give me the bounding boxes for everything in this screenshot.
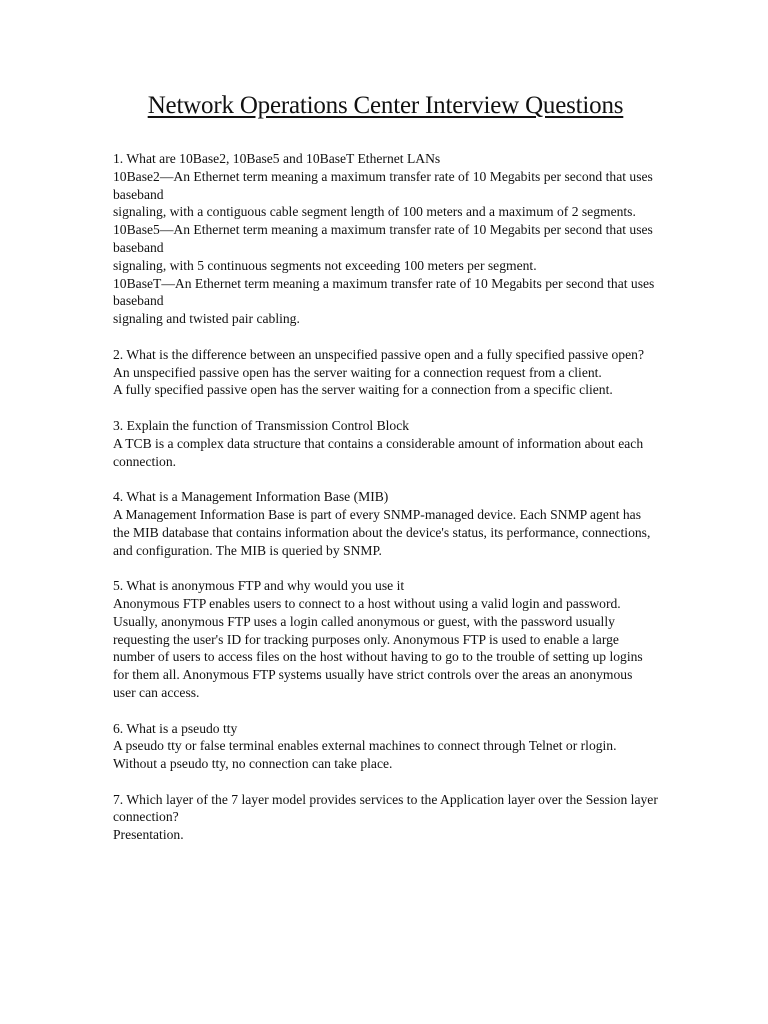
- answer-line: 10BaseT—An Ethernet term meaning a maximum transfer rate of 10 Megabits per second that uses baseband: [113, 275, 655, 309]
- question-text: 2. What is the difference between an unspecified passive open and a fully specified passive open?: [113, 346, 644, 362]
- question-text: 3. Explain the function of Transmission Control Block: [113, 417, 410, 433]
- question-section-6: [113, 720, 658, 773]
- answer-line: A pseudo tty or false terminal enables external machines to connect through Telnet or rlogin. Without a pseudo tty, no connection can take place.: [113, 738, 617, 772]
- answer-line: signaling and twisted pair cabling.: [113, 311, 300, 327]
- question-text: 1. What are 10Base2, 10Base5 and 10BaseT Ethernet LANs: [113, 151, 441, 166]
- question-text: 6. What is a pseudo tty: [113, 720, 238, 736]
- answer-line: signaling, with a contiguous cable segment length of 100 meters and a maximum of 2 segments.: [113, 204, 636, 220]
- answer-line: A Management Information Base is part of every SNMP-managed device. Each SNMP agent has the MIB database that contains information about the device's status, its performance, connections, and configuration. The MIB is queried by SNMP.: [113, 506, 651, 558]
- question-text: 4. What is a Management Information Base (MIB): [113, 489, 389, 505]
- question-section-4: [113, 488, 658, 559]
- question-text: 5. What is anonymous FTP and why would you use it: [113, 578, 405, 594]
- page-title: Network Operations Center Interview Questions: [147, 92, 624, 119]
- question-section-5: [113, 577, 658, 702]
- answer-line: A fully specified passive open has the server waiting for a connection from a specific client.: [113, 382, 613, 398]
- answer-line: 10Base2—An Ethernet term meaning a maximum transfer rate of 10 Megabits per second that uses baseband: [113, 168, 653, 202]
- answer-line: An unspecified passive open has the server waiting for a connection request from a client.: [113, 364, 602, 380]
- question-section-7: [113, 791, 658, 844]
- answer-line: signaling, with 5 continuous segments not exceeding 100 meters per segment.: [113, 257, 537, 273]
- answer-line: Presentation.: [113, 827, 184, 843]
- question-section-1: [113, 150, 658, 328]
- question-section-3: [113, 417, 658, 470]
- answer-line: A TCB is a complex data structure that contains a considerable amount of information about each connection.: [113, 435, 644, 469]
- question-section-2: [113, 346, 658, 399]
- question-text: 7. Which layer of the 7 layer model provides services to the Application layer over the Session layer connection?: [113, 791, 658, 825]
- answer-line: 10Base5—An Ethernet term meaning a maximum transfer rate of 10 Megabits per second that uses baseband: [113, 222, 653, 255]
- answer-line: Anonymous FTP enables users to connect to a host without using a valid login and password. Usually, anonymous FTP uses a login called anonymous or guest, with the password usually requesting the user's ID for tracking purposes only. Anonymous FTP is used to enable a large number of users to access files on the host without having to go to the trouble of setting up logins for them all. Anonymous FTP systems usually have strict controls over the areas an anonymous user can access.: [113, 595, 643, 700]
